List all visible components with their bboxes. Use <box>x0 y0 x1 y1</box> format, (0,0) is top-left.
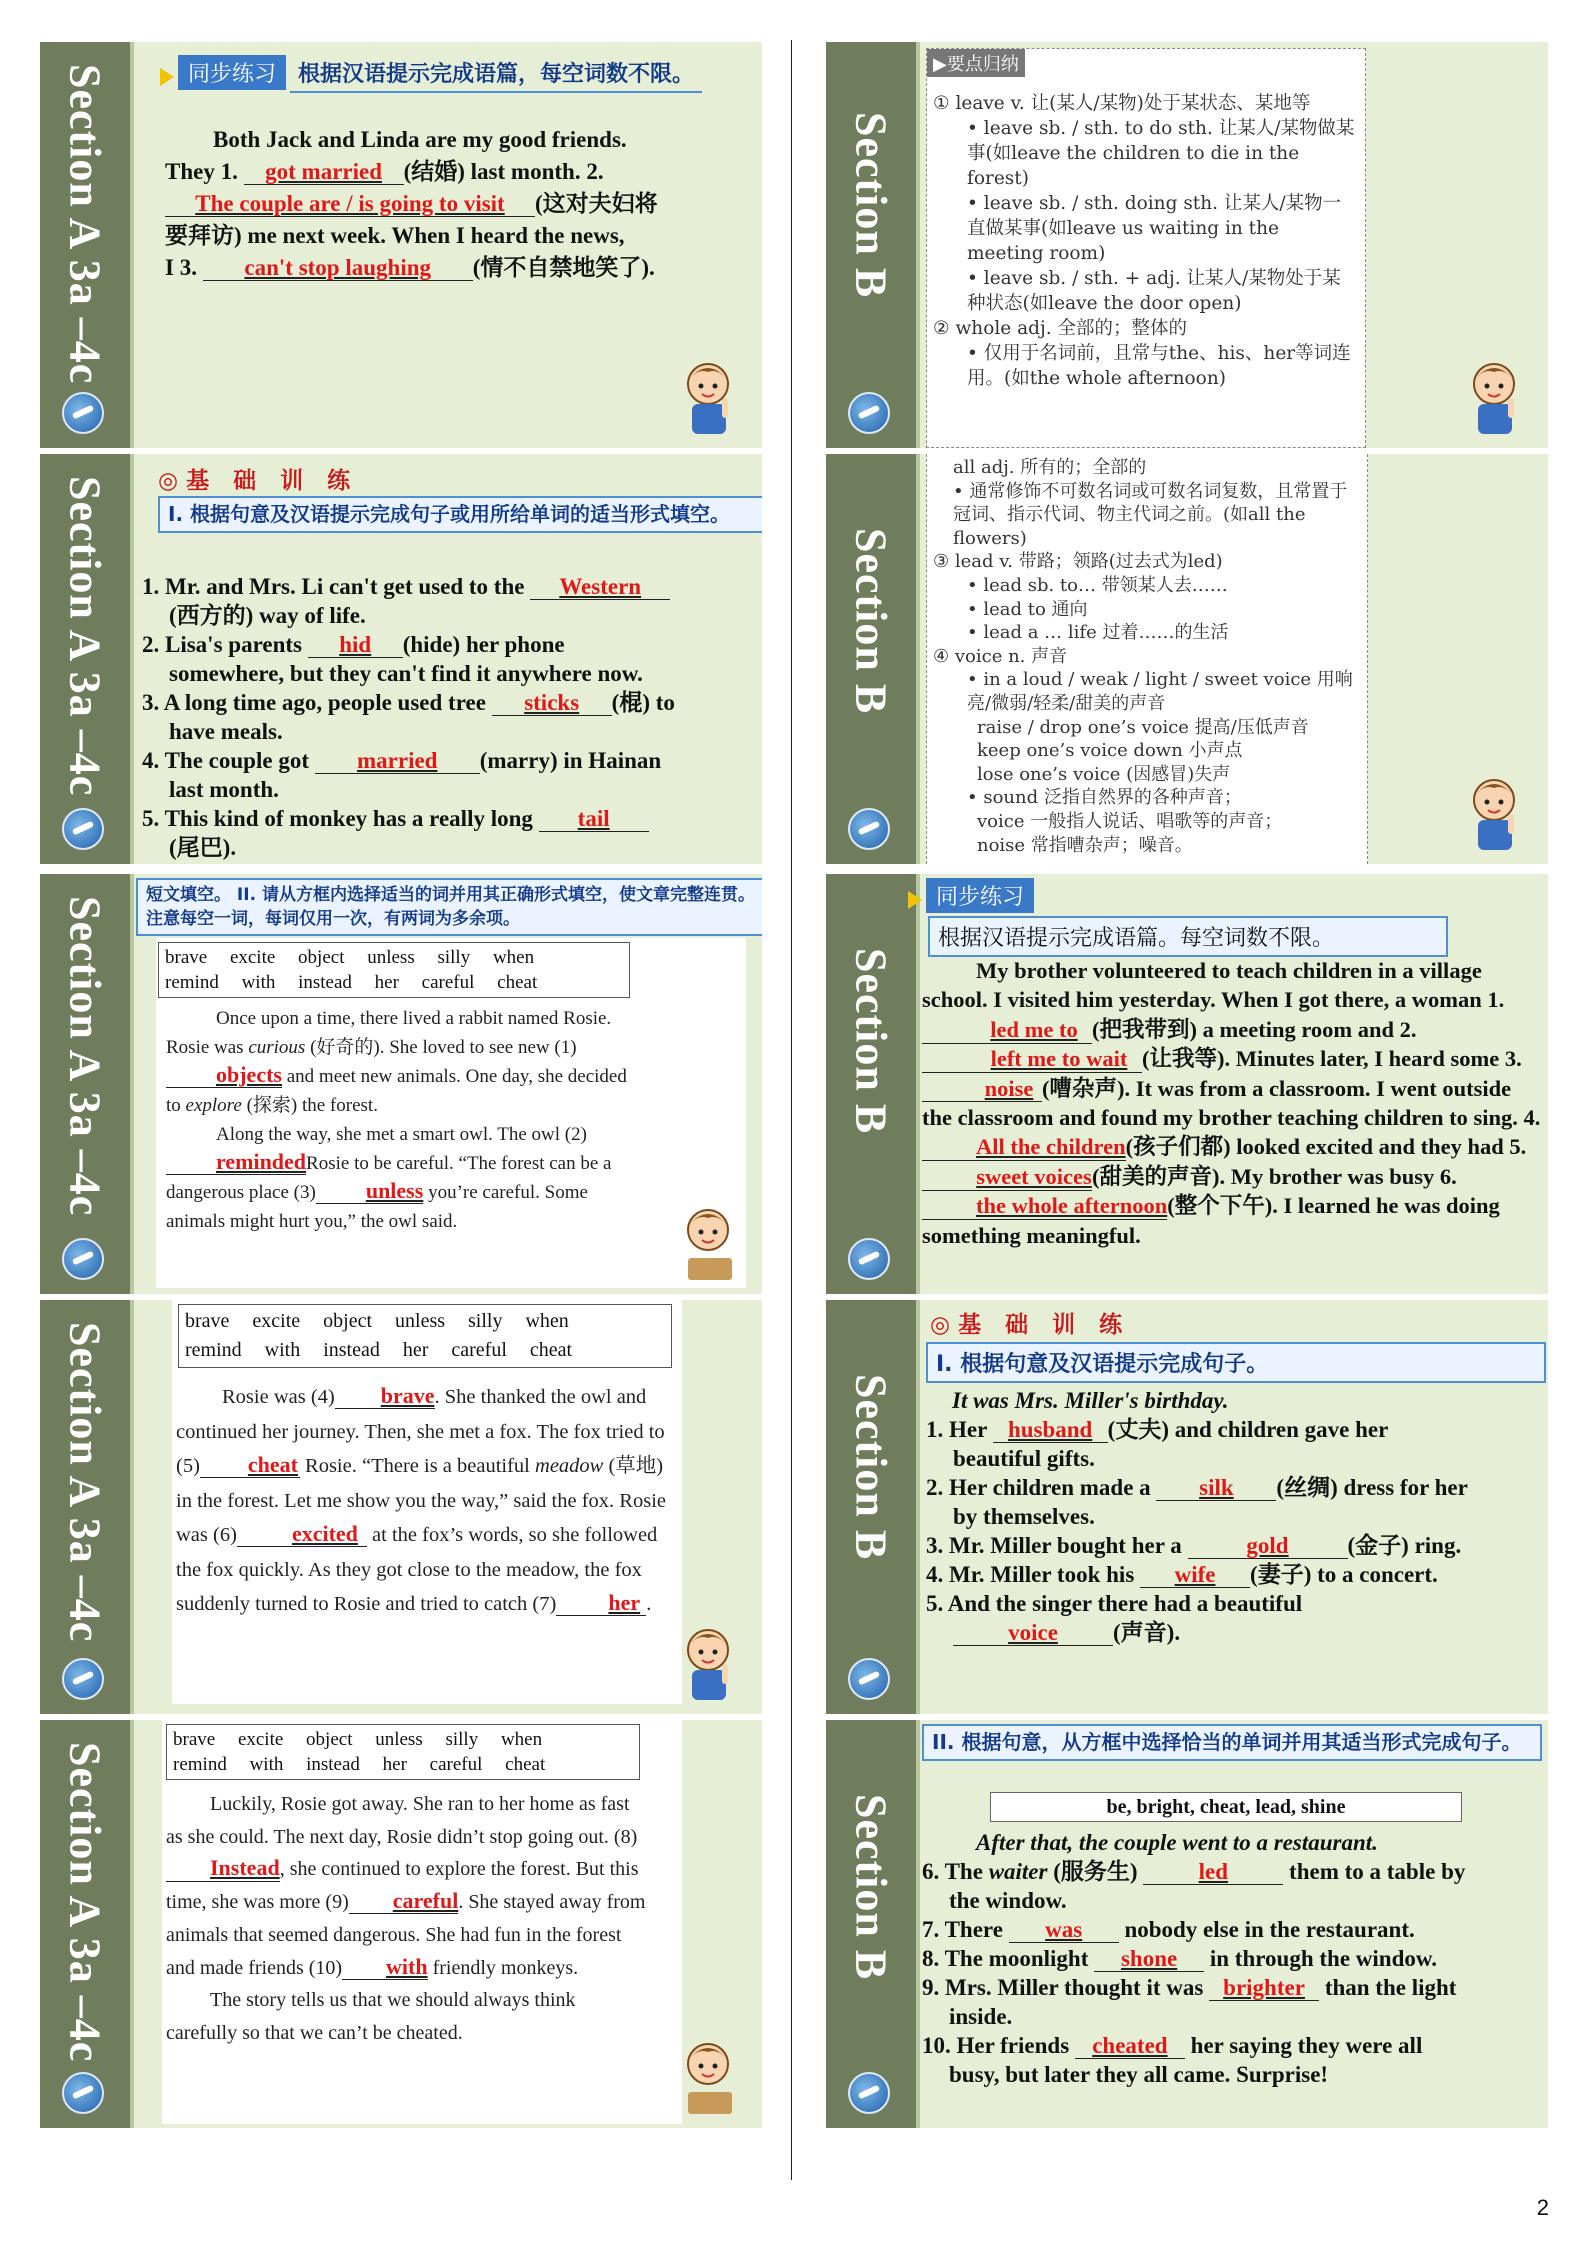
question-10: 10. Her friends cheated her saying they were all <box>922 2033 1423 2058</box>
triangle-icon <box>160 68 174 86</box>
answer-1: got married <box>244 159 404 185</box>
notes: all adj. 所有的；全部的 • 通常修饰不可数名词或可数名词复数，且常置于冠词、指示代词、物主代词之前。(如all the flowers) ③ lead v. 带路；领路(过去式为led) • lead sb. to… 带领某人去…… • lead to 通向 • lead a … life 过着……的生活 ④ voice n. 声音 • in a loud / weak / light / sweet voice 用响亮/微弱/轻柔/甜美的声音 raise / drop one’s voice 提高/压低声音 keep one’s voice down 小声点 lose one’s voice (因感冒)失声 • sound 泛指自然界的各种声音； voice 一般指人说话、唱歌等的声音； noise 常指嘈杂声；噪音。 <box>933 457 1353 856</box>
section-title: ◎基 础 训 练 <box>158 468 359 494</box>
section-bar <box>826 874 916 1294</box>
section-bar <box>826 454 916 864</box>
answer-4: brave <box>335 1384 435 1409</box>
instruction: 根据汉语提示完成语篇。每空词数不限。 <box>928 916 1448 957</box>
answer-6: excited <box>237 1522 367 1547</box>
question-4: 4. Mr. Miller took his wife (妻子) to a concert. <box>926 1562 1438 1587</box>
question-9: 9. Mrs. Miller thought it was brighter than the light <box>922 1975 1457 2000</box>
answer-3: unless <box>316 1179 423 1204</box>
answer-2: left me to wait <box>922 1047 1142 1073</box>
question-8: 8. The moonlight shone in through the window. <box>922 1946 1437 1971</box>
question-7: 7. There was nobody else in the restaurant. <box>922 1917 1415 1942</box>
instruction: I. 根据句意及汉语提示完成句子或用所给单词的适当形式填空。 <box>158 496 762 533</box>
answer-5: cheat <box>200 1453 300 1478</box>
slide-a-1 <box>40 42 762 448</box>
slide-b-1 <box>826 42 1548 448</box>
section-bar <box>826 42 916 448</box>
answer-5: sweet voices <box>922 1165 1092 1191</box>
answer-2: reminded <box>166 1150 306 1175</box>
cartoon-boy-icon <box>678 1620 742 1704</box>
school-logo-icon <box>848 1658 890 1700</box>
cartoon-boy-icon <box>678 1200 742 1284</box>
answer-8: Instead <box>166 1856 280 1881</box>
passage <box>165 124 725 284</box>
question-2: 2. Lisa's parents hid (hide) her phone <box>142 632 565 657</box>
page-number: 2 <box>1536 2195 1549 2220</box>
word-box: be, bright, cheat, lead, shine <box>990 1792 1462 1822</box>
question-5: 5. This kind of monkey has a really long tail <box>142 804 752 833</box>
section-bar <box>40 454 130 864</box>
instruction: 短文填空。 II. 请从方框内选择适当的词并用其正确形式填空，使文章完整连贯。注意每空一词，每词仅用一次，有两词为多余项。 <box>136 878 762 936</box>
section-label: Section B <box>846 948 896 1135</box>
instruction: I. 根据句意及汉语提示完成句子。 <box>926 1342 1546 1383</box>
answer-3: noise <box>922 1077 1042 1103</box>
slide-a-4 <box>40 1300 762 1714</box>
slide-b-5 <box>826 1720 1548 2128</box>
school-logo-icon <box>848 392 890 434</box>
slide-a-5 <box>40 1720 762 2128</box>
answer-1: led me to <box>922 1018 1092 1044</box>
question-5: 5. And the singer there had a beautiful <box>926 1591 1303 1616</box>
school-logo-icon <box>62 808 104 850</box>
section-label: Section B <box>846 1374 896 1561</box>
triangle-icon <box>908 891 922 909</box>
instruction: II. 根据句意，从方框中选择恰当的单词并用其适当形式完成句子。 <box>922 1724 1542 1761</box>
story-passage: Once upon a time, there lived a rabbit named Rosie. Rosie was curious (好奇的). She loved to see new (1)objects and meet new animals. One day, she decided to explore (探索) the forest. Along the way, she met a smart owl. The owl (2)remindedRosie to be careful. “The forest can be a dangerous place (3) unless you’re careful. Some animals might hurt you,” the owl said. <box>166 1008 627 1232</box>
story-passage: Rosie was (4) brave. She thanked the owl and continued her journey. Then, she met a fox. The fox tried to (5) cheat Rosie. “There is a beautiful meadow (草地) in the forest. Let me show you the way,” said the fox. Rosie was (6) excited at the fox’s words, so she followed the fox quickly. As they got close to the meadow, the fox suddenly turned to Rosie and tried to catch (7) her . <box>176 1383 666 1615</box>
question-6: 6. The waiter (服务生) led them to a table by <box>922 1859 1466 1884</box>
question-3: 3. A long time ago, people used tree sticks (棍) to <box>142 690 675 715</box>
section-bar <box>40 1720 130 2128</box>
school-logo-icon <box>62 1238 104 1280</box>
instruction: 根据汉语提示完成语篇，每空词数不限。 <box>290 54 702 93</box>
slide-b-3 <box>826 874 1548 1294</box>
slide-a-3 <box>40 874 762 1294</box>
exercise-list: After that, the couple went to a restaurant. 6. The waiter (服务生) led them to a table by the window. 7. There was nobody else in the restaurant. 8. The moonlight shone in through the window. 9. Mrs. Miller thought it was brighter than the light inside. 10. Her friends cheated her saying they were all busy, but later they all came. Surprise! <box>922 1828 1547 2089</box>
cartoon-boy-icon <box>1464 770 1528 854</box>
line: Both Jack and Linda are my good friends. <box>213 127 627 152</box>
cartoon-boy-icon <box>1464 354 1528 438</box>
answer-9: careful <box>349 1889 459 1914</box>
section-label: Section B <box>846 112 896 299</box>
school-logo-icon <box>848 1238 890 1280</box>
school-logo-icon <box>62 1658 104 1700</box>
word-box: brave excite object unless silly when remind with instead her careful cheat <box>158 942 630 998</box>
cartoon-boy-icon <box>678 2034 742 2118</box>
section-label: Section A 3a –4c <box>60 476 110 797</box>
story-passage: Luckily, Rosie got away. She ran to her home as fast as she could. The next day, Rosie didn’t stop going out. (8)Instead, she continued to explore the forest. But this time, she was more (9) careful. She stayed away from animals that seemed dangerous. She had fun in the forest and made friends (10) with friendly monkeys. The story tells us that we should always think carefully so that we can’t be cheated. <box>166 1793 646 2044</box>
section-title: ◎基 础 训 练 <box>930 1312 1131 1338</box>
line: 要拜访) me next week. When I heard the news, <box>165 223 625 248</box>
section-bar <box>40 42 130 448</box>
answer-4: All the children <box>922 1135 1126 1161</box>
line: The couple are / is going to visit (这对夫妇将 <box>165 188 725 220</box>
cartoon-boy-icon <box>678 354 742 438</box>
school-logo-icon <box>848 2072 890 2114</box>
line: They 1. got married (结婚) last month. 2. <box>165 159 604 184</box>
section-bar <box>826 1300 916 1714</box>
answer-1: objects <box>166 1063 282 1088</box>
school-logo-icon <box>62 2072 104 2114</box>
question-3: 3. Mr. Miller bought her a gold (金子) ring. <box>926 1533 1462 1558</box>
slide-b-2 <box>826 454 1548 864</box>
section-bar <box>40 1300 130 1714</box>
section-bar <box>826 1720 916 2128</box>
question-4: 4. The couple got married (marry) in Hainan <box>142 748 662 773</box>
line: I 3. can't stop laughing (情不自禁地笑了). <box>165 255 655 280</box>
section-bar <box>40 874 130 1294</box>
key-points-tag: ▶要点归纳 <box>927 49 1025 77</box>
question-2: 2. Her children made a silk (丝绸) dress for her <box>926 1475 1468 1500</box>
notes: ① leave v. 让(某人/某物)处于某状态、某地等 • leave sb. / sth. to do sth. 让某人/某物做某事(如leave the children to die in the forest) • leave sb. / sth. doing sth. 让某人/某物一直做某事(如leave us waiting in the meeting room) • leave sb. / sth. + adj. 让某人/某物处于某种状态(如leave the door open) ② whole adj. 全部的；整体的 • 仅用于名词前，且常与the、his、her等词连用。(如the whole afternoon) <box>933 93 1355 389</box>
answer-6: the whole afternoon <box>922 1194 1167 1220</box>
section-label: Section A 3a –4c <box>60 1322 110 1643</box>
answer-7: her <box>556 1591 646 1616</box>
question-1: 1. Her husband (丈夫) and children gave her <box>926 1417 1389 1442</box>
answer-3: can't stop laughing <box>203 255 473 281</box>
column-divider <box>791 40 792 2180</box>
section-label: Section B <box>846 1794 896 1981</box>
answer-2: The couple are / is going to visit <box>165 191 535 217</box>
word-box: brave excite object unless silly when remind with instead her careful cheat <box>166 1724 640 1780</box>
school-logo-icon <box>848 808 890 850</box>
sync-practice-tag: 同步练习 <box>178 55 286 90</box>
sync-practice-tag: 同步练习 <box>926 878 1034 913</box>
word-box: brave excite object unless silly when remind with instead her careful cheat <box>178 1304 672 1368</box>
answer-10: with <box>342 1955 428 1980</box>
section-label: Section B <box>846 528 896 715</box>
passage: My brother volunteered to teach children in a village school. I visited him yesterday. When I got there, a woman 1. led me to (把我带到) a meeting room and 2. left me to wait (让我等). Minutes later, I heard some 3. noise (嘈杂声). It was from a classroom. I went outside the classroom and found my brother teaching children to sing. 4. All the children(孩子们都) looked excited and they had 5. sweet voices(甜美的声音). My brother was busy 6. the whole afternoon(整个下午). I learned he was doing something meaningful. <box>922 958 1541 1248</box>
section-label: Section A 3a –4c <box>60 64 110 385</box>
section-label: Section A 3a –4c <box>60 1742 110 2063</box>
exercise-list: 1. Mr. and Mrs. Li can't get used to the Western (西方的) way of life. 2. Lisa's parents hid (hide) her phone somewhere, but they can't find it anywhere now. 3. A long time ago, people used tree sticks (棍) to have meals. 4. The couple got married (marry) in Hainan last month. 5. This kind of monkey has a really long tail (尾巴). <box>142 572 752 862</box>
school-logo-icon <box>62 392 104 434</box>
slide-a-2 <box>40 454 762 864</box>
exercise-list: It was Mrs. Miller's birthday. 1. Her husband (丈夫) and children gave her beautiful gifts. 2. Her children made a silk (丝绸) dress for her by themselves. 3. Mr. Miller bought her a gold (金子) ring. 4. Mr. Miller took his wife (妻子) to a concert. 5. And the singer there had a beautiful voice (声音). <box>926 1386 1546 1647</box>
question-1: 1. Mr. and Mrs. Li can't get used to the Western <box>142 572 752 601</box>
section-label: Section A 3a –4c <box>60 896 110 1217</box>
slide-b-4 <box>826 1300 1548 1714</box>
